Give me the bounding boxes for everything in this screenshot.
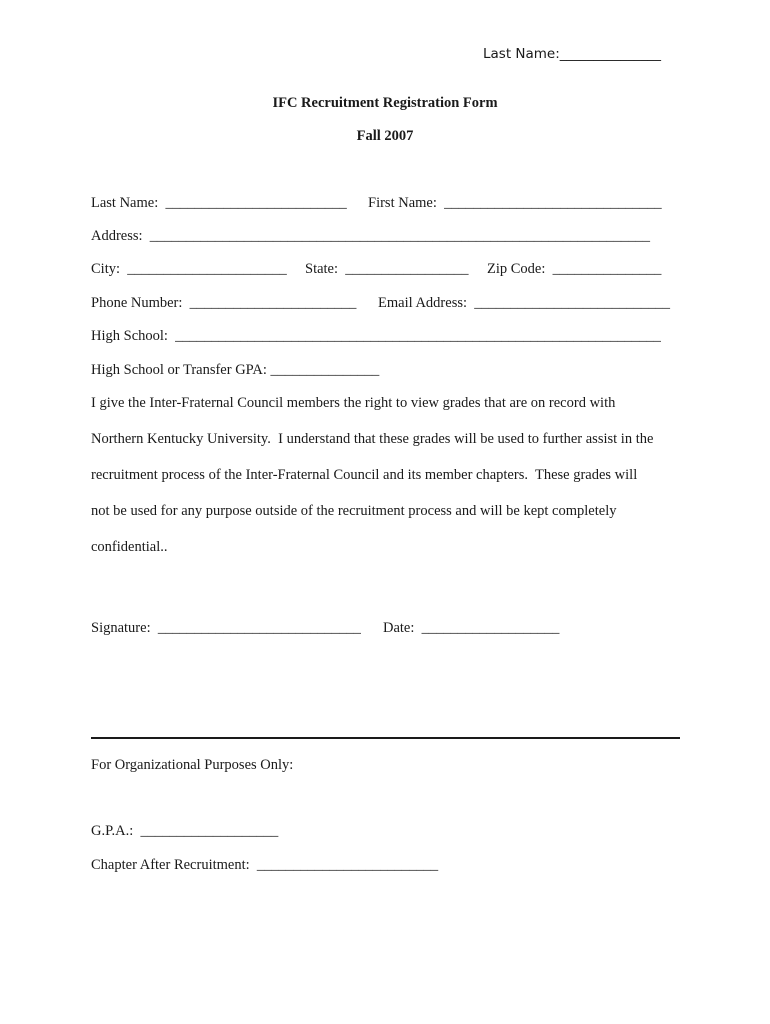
email-address-field[interactable]: Email Address: ___________________________: [378, 295, 671, 311]
state-field[interactable]: State: _________________: [305, 261, 469, 277]
last-name-field[interactable]: Last Name: _________________________: [91, 195, 347, 211]
form-term: Fall 2007: [356, 128, 414, 144]
high-school-field[interactable]: High School: ___________________________________________________________________: [91, 328, 661, 344]
phone-number-field[interactable]: Phone Number: _______________________: [91, 295, 357, 311]
gpa-field[interactable]: High School or Transfer GPA: _______________: [91, 362, 380, 378]
consent-line: confidential..: [91, 539, 168, 555]
city-field[interactable]: City: ______________________: [91, 261, 287, 277]
date-field[interactable]: Date: ___________________: [383, 620, 560, 636]
signature-field[interactable]: Signature: ____________________________: [91, 620, 361, 636]
address-field[interactable]: Address: _____________________________________________________________________: [91, 228, 651, 244]
first-name-field[interactable]: First Name: ______________________________: [368, 195, 662, 211]
org-gpa-field[interactable]: G.P.A.: ___________________: [91, 823, 279, 839]
consent-line: not be used for any purpose outside of the recruitment process and will be kept completely: [91, 503, 617, 519]
org-heading: For Organizational Purposes Only:: [91, 757, 294, 773]
zip-code-field[interactable]: Zip Code: _______________: [487, 261, 662, 277]
chapter-after-recruitment-field[interactable]: Chapter After Recruitment: _________________________: [91, 857, 439, 873]
form-title: IFC Recruitment Registration Form: [272, 95, 498, 111]
consent-line: recruitment process of the Inter-Fraternal Council and its member chapters. These grades will: [91, 467, 638, 483]
consent-line: Northern Kentucky University. I understand that these grades will be used to further assist in the: [91, 431, 654, 447]
consent-line: I give the Inter-Fraternal Council members the right to view grades that are on record with: [91, 395, 616, 411]
section-divider: [91, 737, 680, 739]
header-last-name: Last Name:_______________: [483, 46, 662, 62]
